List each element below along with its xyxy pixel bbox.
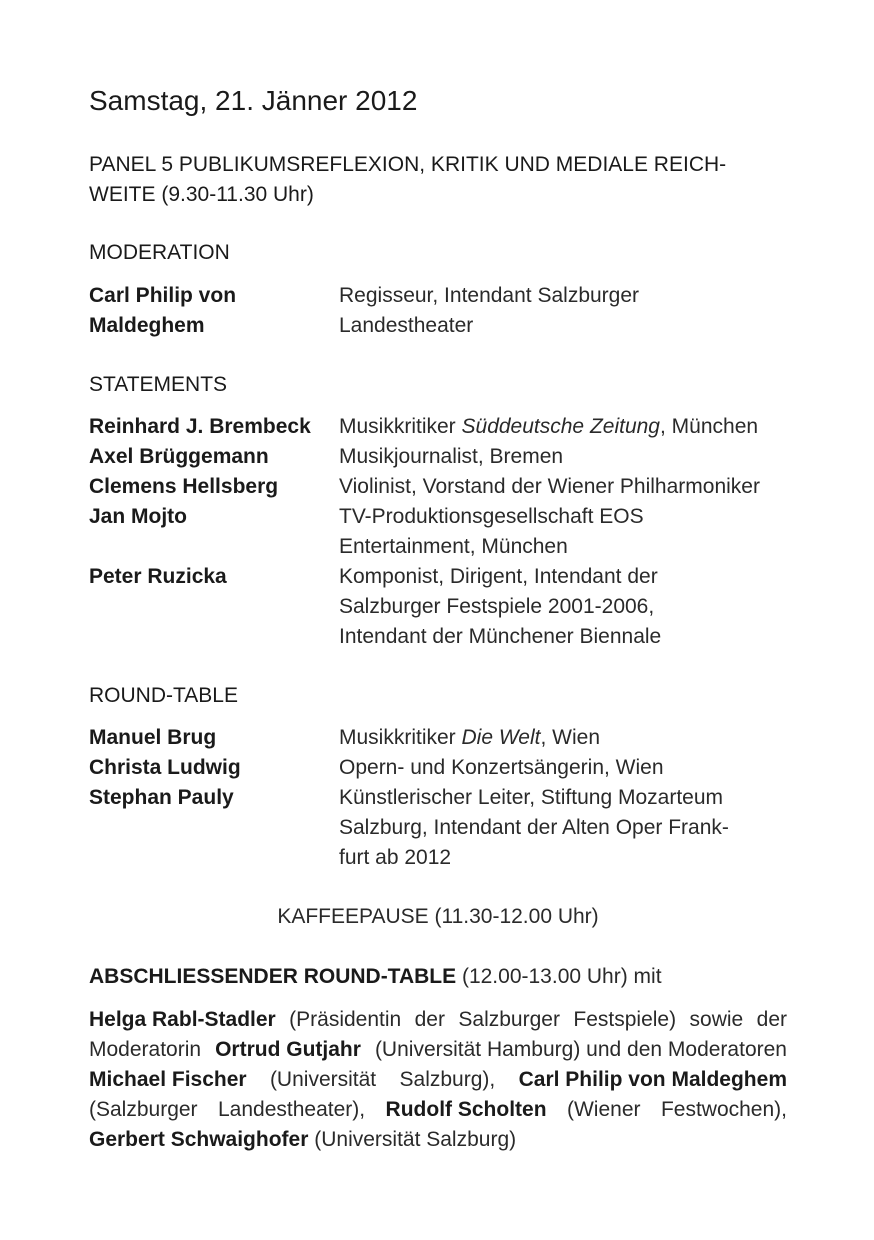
paragraph-word: Festspiele) bbox=[573, 1008, 677, 1031]
moderation-heading: MODERATION bbox=[89, 241, 230, 264]
entry-desc-line: Musikjournalist, Bremen bbox=[339, 445, 564, 468]
entry-description bbox=[339, 723, 787, 753]
paragraph-word: der bbox=[756, 1008, 787, 1031]
entry-description bbox=[339, 562, 787, 652]
paragraph-line bbox=[89, 1005, 787, 1035]
entry-desc-line: Salzburger Festspiele 2001-2006, bbox=[339, 595, 655, 618]
desc-text: Musikkritiker bbox=[339, 415, 462, 438]
entry-name bbox=[89, 281, 329, 341]
statement-entry bbox=[89, 412, 787, 442]
paragraph-word: Moderatorin bbox=[89, 1038, 202, 1061]
statement-entry bbox=[89, 562, 787, 652]
round-table-entry bbox=[89, 723, 787, 753]
entry-desc-line: Salzburg, Intendant der Alten Oper Frank- bbox=[339, 816, 729, 839]
paragraph-word: (Salzburger bbox=[89, 1098, 198, 1121]
participant-name: Michael Fischer bbox=[89, 1068, 247, 1091]
paragraph-word: (Präsidentin bbox=[289, 1008, 402, 1031]
entry-description bbox=[339, 753, 787, 783]
entry-name: Stephan Pauly bbox=[89, 786, 234, 809]
statement-entry bbox=[89, 472, 787, 502]
entry-description bbox=[339, 281, 787, 341]
paragraph-word: (Wiener bbox=[566, 1098, 641, 1121]
entry-description bbox=[339, 442, 787, 472]
closing-participants-paragraph bbox=[89, 1005, 787, 1155]
coffee-break: KAFFEEPAUSE (11.30-12.00 Uhr) bbox=[277, 905, 599, 928]
entry-desc-line: Künstlerischer Leiter, Stiftung Mozarteum bbox=[339, 786, 724, 809]
round-table-entry bbox=[89, 753, 787, 783]
paragraph-word: Salzburg), bbox=[399, 1068, 496, 1091]
round-table-heading: ROUND-TABLE bbox=[89, 684, 238, 707]
paragraph-line bbox=[89, 1125, 787, 1155]
panel-title-line-2: WEITE (9.30-11.30 Uhr) bbox=[89, 183, 314, 206]
entry-description bbox=[339, 502, 787, 562]
participant-name: Rudolf Scholten bbox=[385, 1098, 547, 1121]
desc-text: , München bbox=[660, 415, 759, 438]
entry-desc-line: Intendant der Münchener Biennale bbox=[339, 625, 662, 648]
closing-round-table-heading bbox=[89, 962, 662, 992]
entry-description bbox=[339, 412, 787, 442]
statement-entry bbox=[89, 442, 787, 472]
closing-heading-time: (12.00-13.00 Uhr) mit bbox=[456, 965, 662, 988]
entry-name: Manuel Brug bbox=[89, 726, 217, 749]
entry-name: Christa Ludwig bbox=[89, 756, 241, 779]
round-table-entry bbox=[89, 783, 787, 873]
publication-title: Süddeutsche Zeitung bbox=[461, 415, 660, 438]
participant-name: Ortrud Gutjahr bbox=[215, 1038, 361, 1061]
paragraph-word: (Universität bbox=[269, 1068, 377, 1091]
paragraph-line bbox=[89, 1065, 787, 1095]
publication-title: Die Welt bbox=[461, 726, 541, 749]
paragraph-text: (Universität Hamburg) und den Moderatoren bbox=[374, 1038, 787, 1061]
participant-name: Carl Philip von Maldeghem bbox=[518, 1068, 787, 1091]
entry-desc-line: Landestheater bbox=[339, 314, 474, 337]
entry-name-line: Carl Philip von bbox=[89, 284, 237, 307]
paragraph-word: Salzburger bbox=[458, 1008, 560, 1031]
desc-text: Musikkritiker bbox=[339, 726, 462, 749]
paragraph-text: (Universität Salzburg) bbox=[308, 1128, 517, 1151]
statements-heading: STATEMENTS bbox=[89, 373, 228, 396]
entry-desc-line bbox=[339, 723, 787, 753]
paragraph-word: Landestheater), bbox=[218, 1098, 366, 1121]
paragraph-line bbox=[89, 1095, 787, 1125]
entry-description bbox=[339, 783, 787, 873]
entry-name: Reinhard J. Brembeck bbox=[89, 415, 311, 438]
entry-name: Jan Mojto bbox=[89, 505, 187, 528]
entry-desc-line: Opern- und Konzertsängerin, Wien bbox=[339, 756, 664, 779]
panel-title-line-1: PANEL 5 PUBLIKUMSREFLEXION, KRITIK UND MEDIALE REICH- bbox=[89, 153, 727, 176]
paragraph-line bbox=[89, 1035, 787, 1065]
entry-desc-line bbox=[339, 412, 787, 442]
entry-name: Clemens Hellsberg bbox=[89, 475, 279, 498]
closing-heading-bold: ABSCHLIESSENDER ROUND-TABLE bbox=[89, 965, 457, 988]
entry-name: Axel Brüggemann bbox=[89, 445, 269, 468]
entry-desc-line: Violinist, Vorstand der Wiener Philharmoniker bbox=[339, 475, 760, 498]
paragraph-word: Festwochen), bbox=[660, 1098, 787, 1121]
entry-desc-line: Entertainment, München bbox=[339, 535, 568, 558]
page-date-title: Samstag, 21. Jänner 2012 bbox=[89, 85, 418, 116]
entry-description bbox=[339, 472, 787, 502]
entry-desc-line: TV-Produktionsgesellschaft EOS bbox=[339, 505, 644, 528]
participant-name: Gerbert Schwaighofer bbox=[89, 1128, 309, 1151]
entry-desc-line: Regisseur, Intendant Salzburger bbox=[339, 284, 640, 307]
entry-name: Peter Ruzicka bbox=[89, 565, 227, 588]
entry-desc-line: Komponist, Dirigent, Intendant der bbox=[339, 565, 658, 588]
entry-name-line: Maldeghem bbox=[89, 314, 205, 337]
statement-entry bbox=[89, 502, 787, 562]
desc-text: , Wien bbox=[540, 726, 600, 749]
moderation-entry bbox=[89, 281, 787, 341]
paragraph-word: sowie bbox=[689, 1008, 744, 1031]
participant-name: Helga Rabl-Stadler bbox=[89, 1008, 276, 1031]
paragraph-word: der bbox=[414, 1008, 445, 1031]
entry-desc-line: furt ab 2012 bbox=[339, 846, 452, 869]
panel-title bbox=[89, 150, 787, 210]
